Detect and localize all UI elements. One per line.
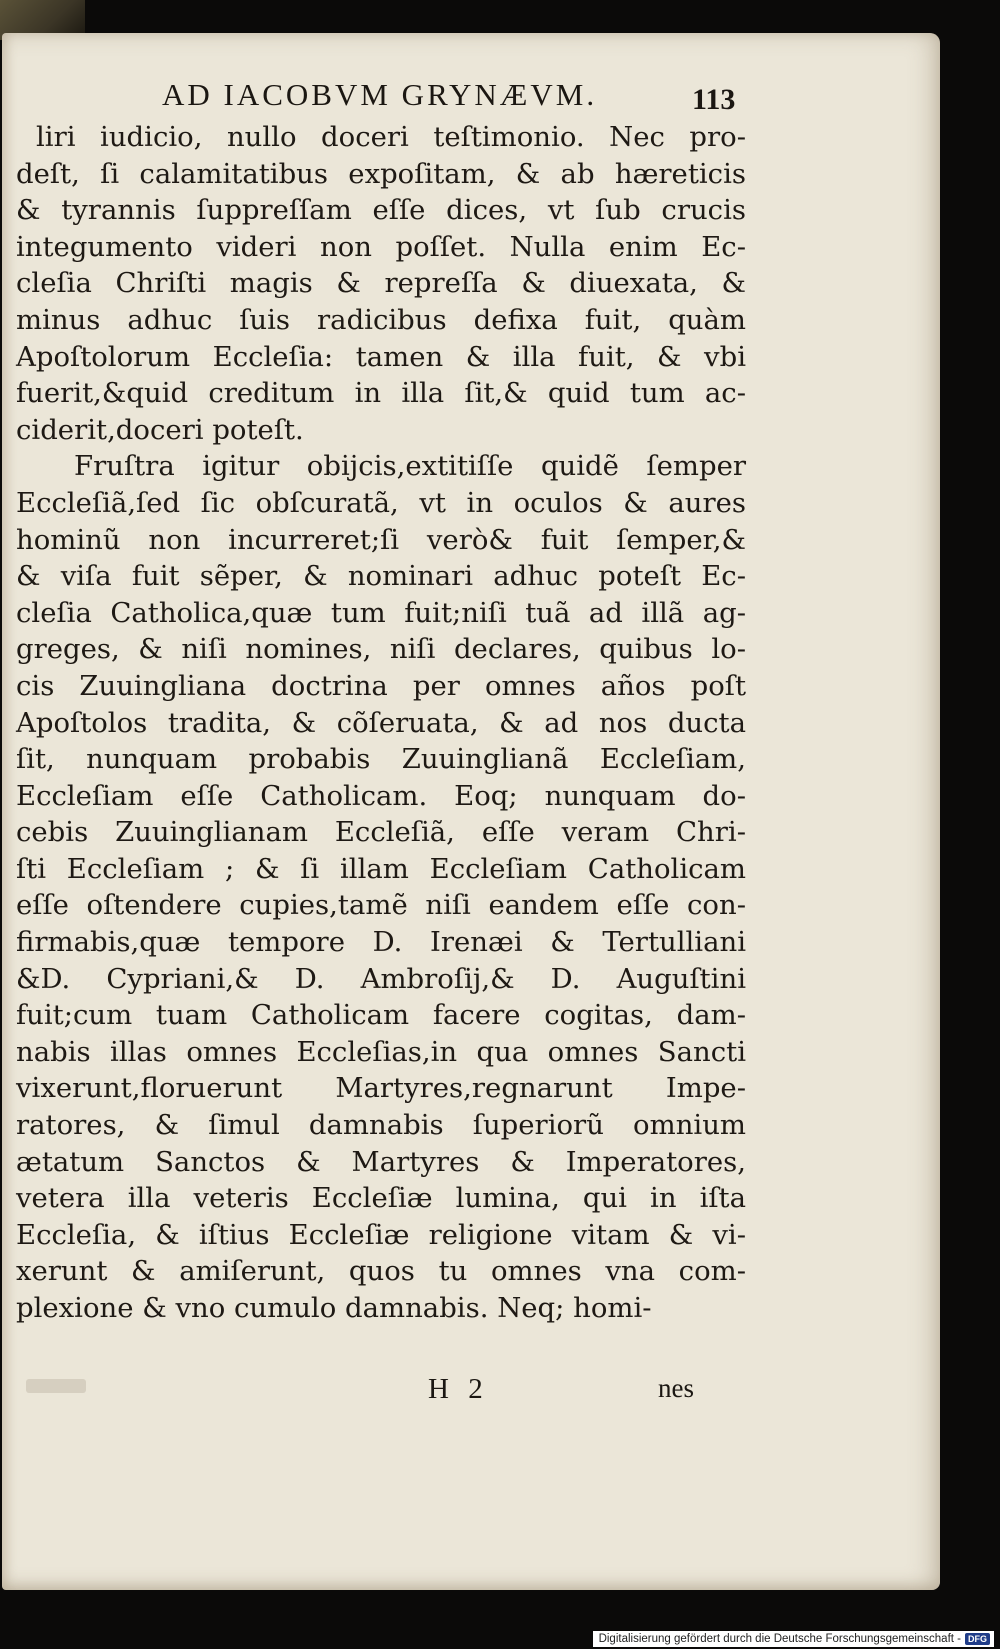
catchword: nes (658, 1373, 694, 1403)
text-line: plexione & vno cumulo damnabis. Neq; homi‑ (16, 1292, 652, 1324)
text-line: ſit, nunquam probabis Zuuinglianã Eccleſiam, (16, 743, 746, 776)
text-line: Eccleſiam eſſe Catholicam. Eoq; nunquam do‑ (16, 779, 746, 812)
text-line: & viſa fuit sẽper, & nominari adhuc poteſt Ec‑ (16, 560, 746, 593)
signature-mark: H 2 (428, 1373, 489, 1405)
bleed-through-mark (26, 1379, 86, 1393)
text-line: ciderit,doceri poteſt. (16, 413, 304, 446)
text-line: vixerunt,floruerunt Martyres,regnarunt Impe‑ (16, 1072, 746, 1105)
text-line: Apoſtolorum Eccleſia: tamen & illa fuit, & vbi (16, 340, 746, 373)
text-line: ætatum Sanctos & Martyres & Imperatores, (16, 1145, 746, 1178)
text-line: & tyrannis ſuppreſſam eſſe dices, vt ſub crucis (16, 194, 746, 227)
text-line: greges, & niſi nomines, niſi declares, quibus lo‑ (16, 633, 746, 666)
text-line: ſti Eccleſiam ; & ſi illam Eccleſiam Catholicam (16, 852, 746, 885)
text-line: eſſe oſtendere cupies,tamẽ niſi eandem eſſe con‑ (16, 889, 746, 922)
text-line: nabis illas omnes Eccleſias,in qua omnes Sancti (16, 1035, 746, 1068)
text-line: vetera illa veteris Eccleſiæ lumina, qui in iſta (16, 1182, 746, 1215)
text-line: Apoſtolos tradita, & cõſeruata, & ad nos ducta (16, 706, 746, 739)
text-line: deſt, ſi calamitatibus expoſitam, & ab hæreticis (16, 157, 746, 190)
text-line: cleſia Catholica,quæ tum fuit;niſi tuã ad illã ag‑ (16, 596, 746, 629)
text-line: Eccleſia, & iſtius Eccleſiæ religione vitam & vi‑ (16, 1218, 746, 1251)
running-header: AD IACOBVM GRYNÆVM. (162, 77, 598, 112)
text-line: &D. Cypriani,& D. Ambroſij,& D. Auguſtini (16, 962, 746, 995)
text-line: cebis Zuuinglianam Eccleſiã, eſſe veram Chri‑ (16, 816, 746, 849)
text-line: fuit;cum tuam Catholicam facere cogitas, dam‑ (16, 999, 746, 1032)
dfg-logo: DFG (965, 1633, 990, 1645)
text-line: cis Zuuingliana doctrina per omnes años poſt (16, 669, 746, 702)
text-line: minus adhuc ſuis radicibus defixa fuit, quàm (16, 303, 746, 336)
text-line: xerunt & amiſerunt, quos tu omnes vna com‑ (16, 1255, 746, 1288)
body-text (16, 119, 746, 1327)
book-page (2, 33, 940, 1590)
page-number: 113 (692, 83, 736, 116)
text-line: firmabis,quæ tempore D. Irenæi & Tertulliani (16, 926, 746, 959)
text-line: Eccleſiã,ſed ſic obſcuratã, vt in oculos & aures (16, 486, 746, 519)
text-line: Fruſtra igitur obijcis,extitiſſe quidẽ ſemper (74, 450, 746, 483)
text-line: hominũ non incurreret;ſi verò& fuit ſemper,& (16, 523, 746, 556)
text-line: liri iudicio, nullo doceri teſtimonio. Nec pro‑ (36, 121, 746, 153)
credit-text: Digitalisierung gefördert durch die Deutsche Forschungsgemeinschaft - (598, 1633, 961, 1645)
text-line: fuerit,&quid creditum in illa ſit,& quid tum ac‑ (16, 377, 746, 410)
digitization-credit (593, 1631, 994, 1647)
text-line: cleſia Chriſti magis & repreſſa & diuexata, & (16, 267, 746, 300)
text-line: integumento videri non poſſet. Nulla enim Ec‑ (16, 230, 746, 263)
text-line: ratores, & ſimul damnabis ſuperiorũ omnium (16, 1109, 746, 1142)
